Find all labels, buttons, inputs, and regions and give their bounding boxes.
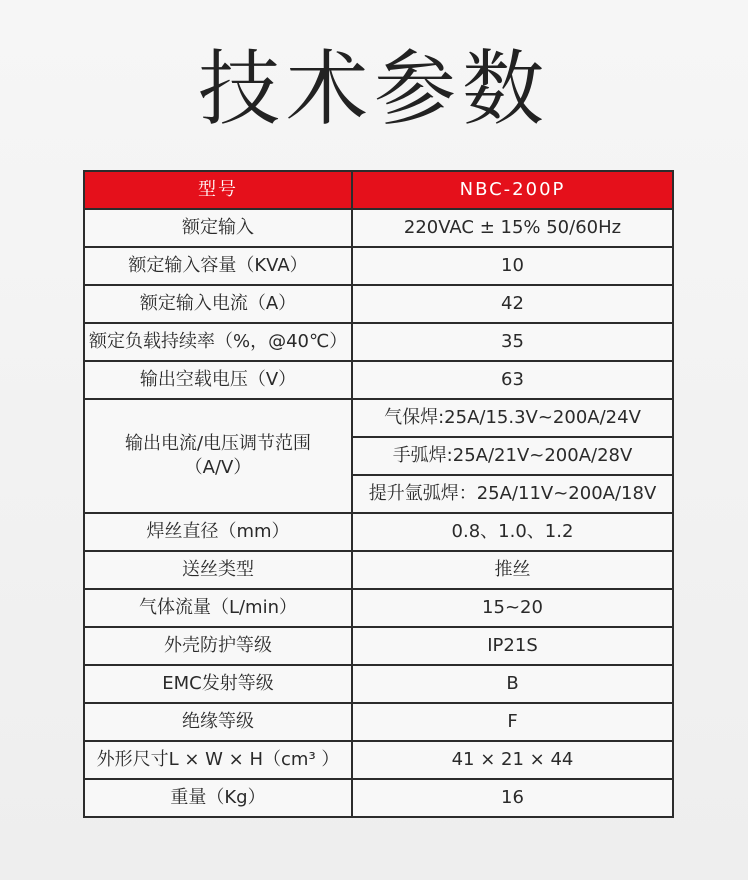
param-cell: 重量（Kg）	[84, 779, 352, 817]
value-cell: B	[352, 665, 673, 703]
param-cell: 气体流量（L/min）	[84, 589, 352, 627]
value-cell: 0.8、1.0、1.2	[352, 513, 673, 551]
value-cell: 63	[352, 361, 673, 399]
table-row	[84, 741, 673, 779]
header-model-cell: NBC-200P	[352, 171, 673, 209]
table-row	[84, 551, 673, 589]
param-cell: 绝缘等级	[84, 703, 352, 741]
range-value-cell: 手弧焊:25A/21V~200A/28V	[352, 437, 673, 475]
value-cell: IP21S	[352, 627, 673, 665]
param-cell: 送丝类型	[84, 551, 352, 589]
value-cell: 15~20	[352, 589, 673, 627]
param-cell: 额定输入	[84, 209, 352, 247]
table-row	[84, 627, 673, 665]
param-cell: 外壳防护等级	[84, 627, 352, 665]
table-row	[84, 323, 673, 361]
table-row	[84, 285, 673, 323]
table-row	[84, 209, 673, 247]
value-cell: 推丝	[352, 551, 673, 589]
table-row	[84, 703, 673, 741]
range-param-line2: （A/V）	[184, 457, 252, 478]
value-cell: 41 × 21 × 44	[352, 741, 673, 779]
table-row-range	[84, 399, 673, 437]
table-row	[84, 247, 673, 285]
value-cell: 220VAC ± 15% 50/60Hz	[352, 209, 673, 247]
table-header-row	[84, 171, 673, 209]
page-title: 技术参数	[197, 42, 550, 137]
param-cell: 额定输入容量（KVA）	[84, 247, 352, 285]
param-cell: 焊丝直径（mm）	[84, 513, 352, 551]
table-row	[84, 779, 673, 817]
value-cell: F	[352, 703, 673, 741]
value-cell: 35	[352, 323, 673, 361]
param-cell: 额定负载持续率（%，@40℃）	[84, 323, 352, 361]
param-cell: 输出空载电压（V）	[84, 361, 352, 399]
table-row	[84, 361, 673, 399]
range-value-cell: 气保焊:25A/15.3V~200A/24V	[352, 399, 673, 437]
value-cell: 10	[352, 247, 673, 285]
param-cell: 外形尺寸L × W × H（cm³ ）	[84, 741, 352, 779]
range-param-line1: 输出电流/电压调节范围	[124, 433, 312, 454]
range-param-cell	[84, 399, 352, 513]
spec-table	[83, 170, 674, 818]
value-cell: 16	[352, 779, 673, 817]
param-cell: 额定输入电流（A）	[84, 285, 352, 323]
table-row	[84, 665, 673, 703]
table-row	[84, 513, 673, 551]
value-cell: 42	[352, 285, 673, 323]
range-value-cell: 提升氩弧焊：25A/11V~200A/18V	[352, 475, 673, 513]
param-cell: EMC发射等级	[84, 665, 352, 703]
header-param-cell: 型号	[84, 171, 352, 209]
table-row	[84, 589, 673, 627]
